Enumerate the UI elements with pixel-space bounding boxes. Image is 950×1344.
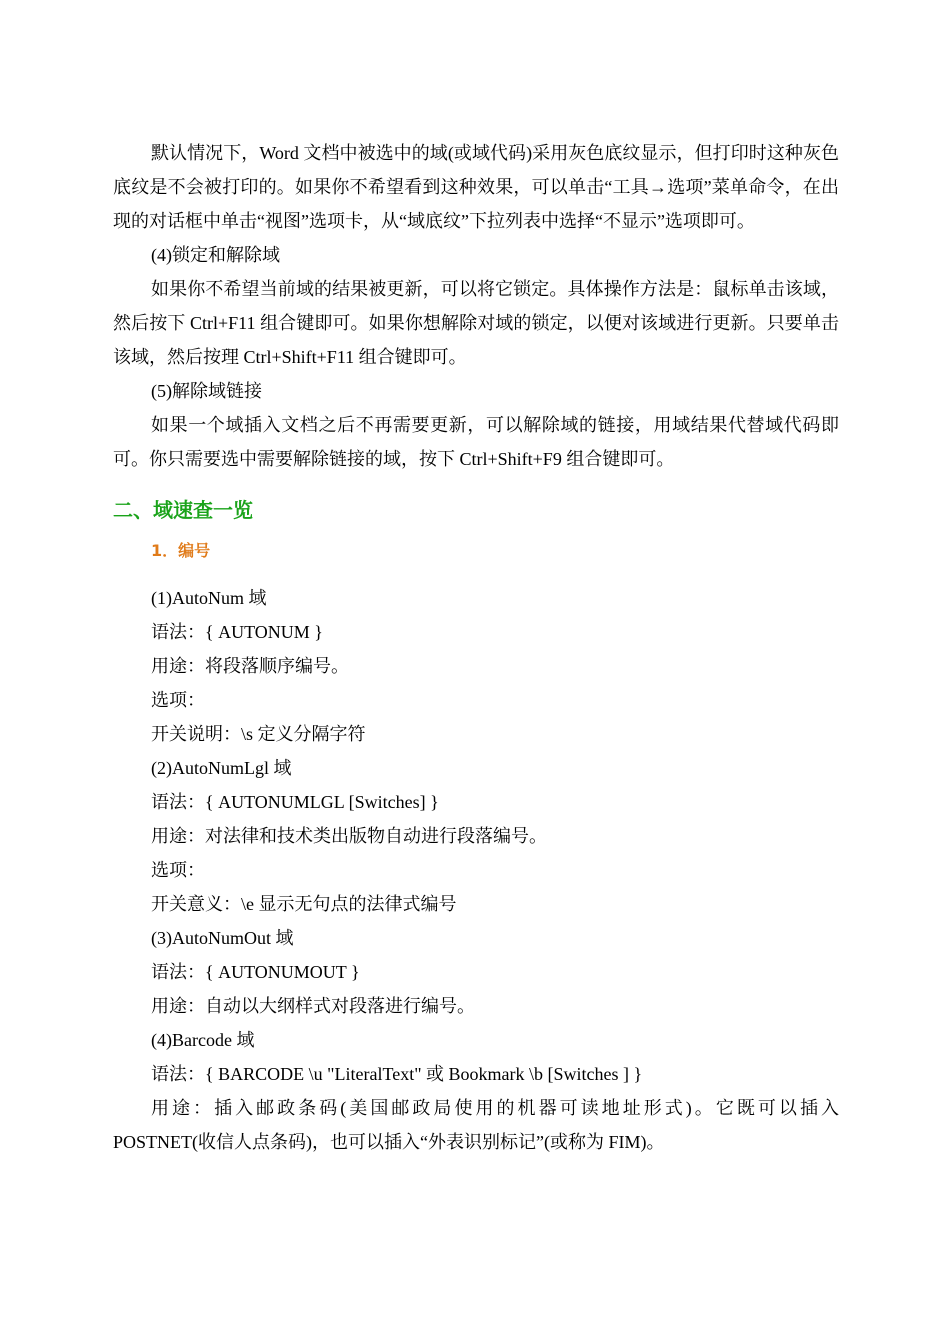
subsection-heading: 1．编号 (151, 541, 211, 560)
paragraph-field-shading: 默认情况下，Word 文档中被选中的域(或域代码)采用灰色底纹显示，但打印时这种灰色底纹是不会被打印的。如果你不希望看到这种效果，可以单击“工具→选项”菜单命令，在出现的对话框中单击“视图”选项卡，从“域底纹”下拉列表中选择“不显示”选项即可。 (113, 143, 839, 231)
section-heading: 二、域速查一览 (113, 498, 253, 522)
document-page (113, 136, 839, 1159)
autonumlgl-usage: 用途：对法律和技术类出版物自动进行段落编号。 (151, 826, 547, 846)
autonum-switch: 开关说明：\s 定义分隔字符 (151, 724, 366, 744)
paragraph-unlink-field: 如果一个域插入文档之后不再需要更新，可以解除域的链接，用域结果代替域代码即可。你只需要选中需要解除链接的域，按下 Ctrl+Shift+F9 组合键即可。 (113, 415, 839, 469)
autonumlgl-switch: 开关意义：\e 显示无句点的法律式编号 (151, 894, 457, 914)
heading-unlink-field: (5)解除域链接 (151, 381, 262, 401)
heading-lock-unlock-field: (4)锁定和解除域 (151, 245, 280, 265)
autonum-title: (1)AutoNum 域 (151, 588, 267, 608)
autonumout-title: (3)AutoNumOut 域 (151, 928, 294, 948)
barcode-usage: 用途：插入邮政条码(美国邮政局使用的机器可读地址形式)。它既可以插入POSTNET(收信人点条码)，也可以插入“外表识别标记”(或称为 FIM)。 (113, 1098, 839, 1152)
paragraph-lock-field: 如果你不希望当前域的结果被更新，可以将它锁定。具体操作方法是：鼠标单击该域，然后按下 Ctrl+F11 组合键即可。如果你想解除对域的锁定，以便对该域进行更新。只要单击该域，然后按理 Ctrl+Shift+F11 组合键即可。 (113, 279, 839, 367)
autonumlgl-syntax: 语法：{ AUTONUMLGL [Switches] } (151, 792, 439, 812)
autonum-syntax: 语法：{ AUTONUM } (151, 622, 323, 642)
barcode-syntax: 语法：{ BARCODE \u "LiteralText" 或 Bookmark \b [Switches ] } (151, 1064, 643, 1084)
autonumlgl-title: (2)AutoNumLgl 域 (151, 758, 292, 778)
autonumout-usage: 用途：自动以大纲样式对段落进行编号。 (151, 996, 475, 1016)
autonumlgl-options: 选项： (151, 860, 205, 880)
autonum-usage: 用途：将段落顺序编号。 (151, 656, 349, 676)
autonum-options: 选项： (151, 690, 205, 710)
barcode-title: (4)Barcode 域 (151, 1030, 255, 1050)
autonumout-syntax: 语法：{ AUTONUMOUT } (151, 962, 360, 982)
